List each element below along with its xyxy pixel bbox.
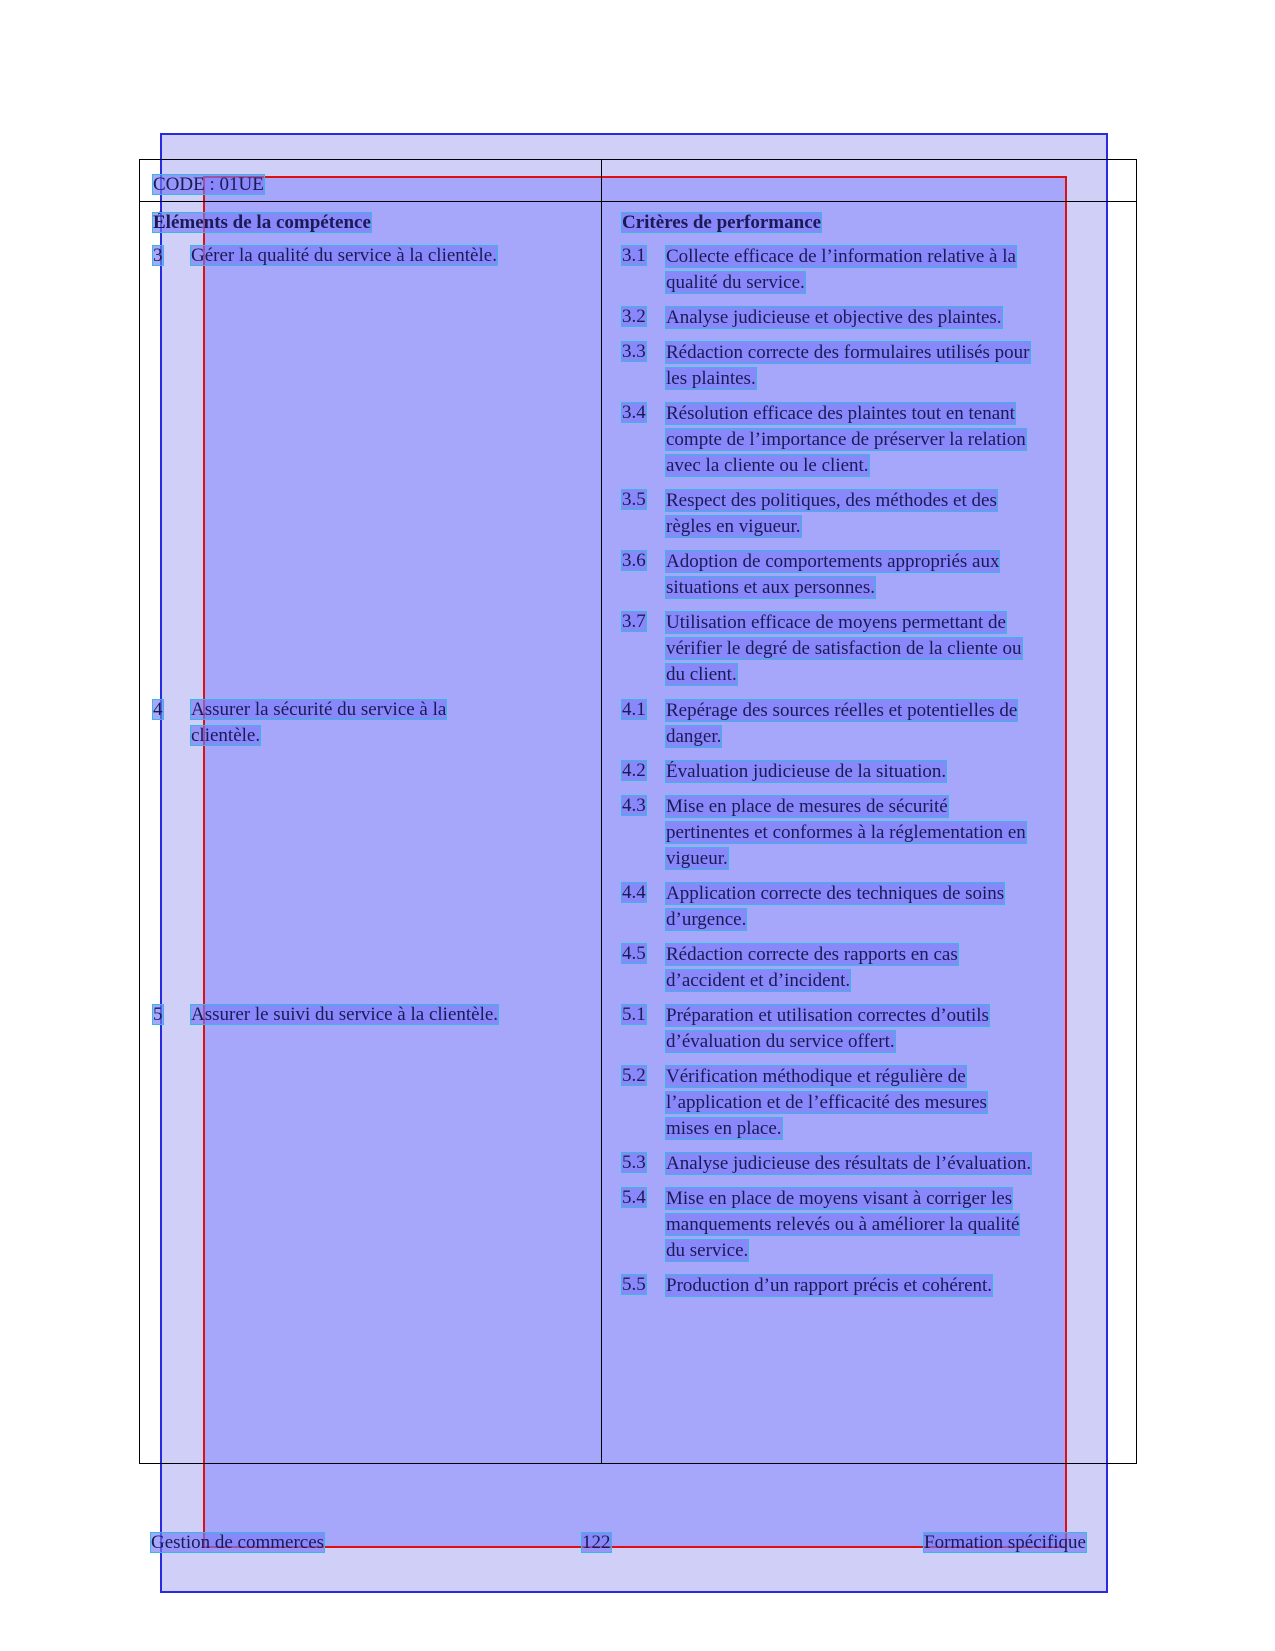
criterion-text: Mise en place de mesures de sécurité pertinentes et conformes à la réglementation en vigueur.: [666, 796, 1026, 869]
criterion-text: Analyse judicieuse des résultats de l’évaluation.: [666, 1153, 1032, 1174]
criterion-number: 5.3: [622, 1152, 646, 1173]
footer-right: Formation spécifique: [924, 1532, 1086, 1553]
criterion-number: 3.1: [622, 245, 646, 266]
element-text: Assurer le suivi du service à la clientèle.: [191, 1004, 499, 1025]
criterion-text: Résolution efficace des plaintes tout en tenant compte de l’importance de préserver la relation avec la cliente ou le client.: [666, 403, 1026, 476]
criterion-number: 5.5: [622, 1274, 646, 1295]
element-number: 5: [153, 1004, 163, 1025]
table-column-divider: [601, 159, 602, 1464]
criterion-text: Évaluation judicieuse de la situation.: [666, 761, 947, 782]
criterion-number: 4.2: [622, 760, 646, 781]
criterion-text: Application correcte des techniques de soins d’urgence.: [666, 883, 1005, 930]
code-label: CODE : 01UE: [153, 174, 264, 195]
criterion-text: Rédaction correcte des formulaires utilisés pour les plaintes.: [666, 342, 1030, 389]
criterion-number: 5.2: [622, 1065, 646, 1086]
table-header-divider: [139, 201, 1137, 202]
criterion-number: 4.1: [622, 699, 646, 720]
criterion-text: Analyse judicieuse et objective des plaintes.: [666, 307, 1002, 328]
criterion-text: Vérification méthodique et régulière de l’application et de l’efficacité des mesures mises en place.: [666, 1066, 987, 1139]
criterion-text: Adoption de comportements appropriés aux situations et aux personnes.: [666, 551, 1000, 598]
element-text: Gérer la qualité du service à la clientèle.: [191, 245, 497, 266]
criterion-text: Préparation et utilisation correctes d’outils d’évaluation du service offert.: [666, 1005, 989, 1052]
criterion-text: Rédaction correcte des rapports en cas d’accident et d’incident.: [666, 944, 958, 991]
criterion-text: Collecte efficace de l’information relative à la qualité du service.: [666, 246, 1016, 293]
footer-left: Gestion de commerces: [151, 1532, 325, 1553]
element-text: Assurer la sécurité du service à la: [191, 699, 447, 720]
criterion-number: 3.3: [622, 341, 646, 362]
criterion-number: 3.5: [622, 489, 646, 510]
criterion-text: Repérage des sources réelles et potentielles de danger.: [666, 700, 1018, 747]
element-text: clientèle.: [191, 725, 261, 746]
page-number: 122: [582, 1532, 611, 1553]
criterion-number: 5.1: [622, 1004, 646, 1025]
criterion-number: 3.6: [622, 550, 646, 571]
element-number: 4: [153, 699, 163, 720]
criterion-text: Mise en place de moyens visant à corriger les manquements relevés ou à améliorer la qualité du service.: [666, 1188, 1020, 1261]
header-criteria: Critères de performance: [622, 212, 822, 233]
header-elements: Éléments de la compétence: [153, 212, 371, 233]
criterion-number: 3.4: [622, 402, 646, 423]
element-number: 3: [153, 245, 163, 266]
criterion-number: 4.4: [622, 882, 646, 903]
criterion-number: 4.5: [622, 943, 646, 964]
criterion-text: Utilisation efficace de moyens permettant de vérifier le degré de satisfaction de la cliente ou du client.: [666, 612, 1022, 685]
criterion-number: 3.2: [622, 306, 646, 327]
criterion-text: Respect des politiques, des méthodes et des règles en vigueur.: [666, 490, 997, 537]
criterion-number: 3.7: [622, 611, 646, 632]
criterion-number: 4.3: [622, 795, 646, 816]
criterion-number: 5.4: [622, 1187, 646, 1208]
criterion-text: Production d’un rapport précis et cohérent.: [666, 1275, 993, 1296]
